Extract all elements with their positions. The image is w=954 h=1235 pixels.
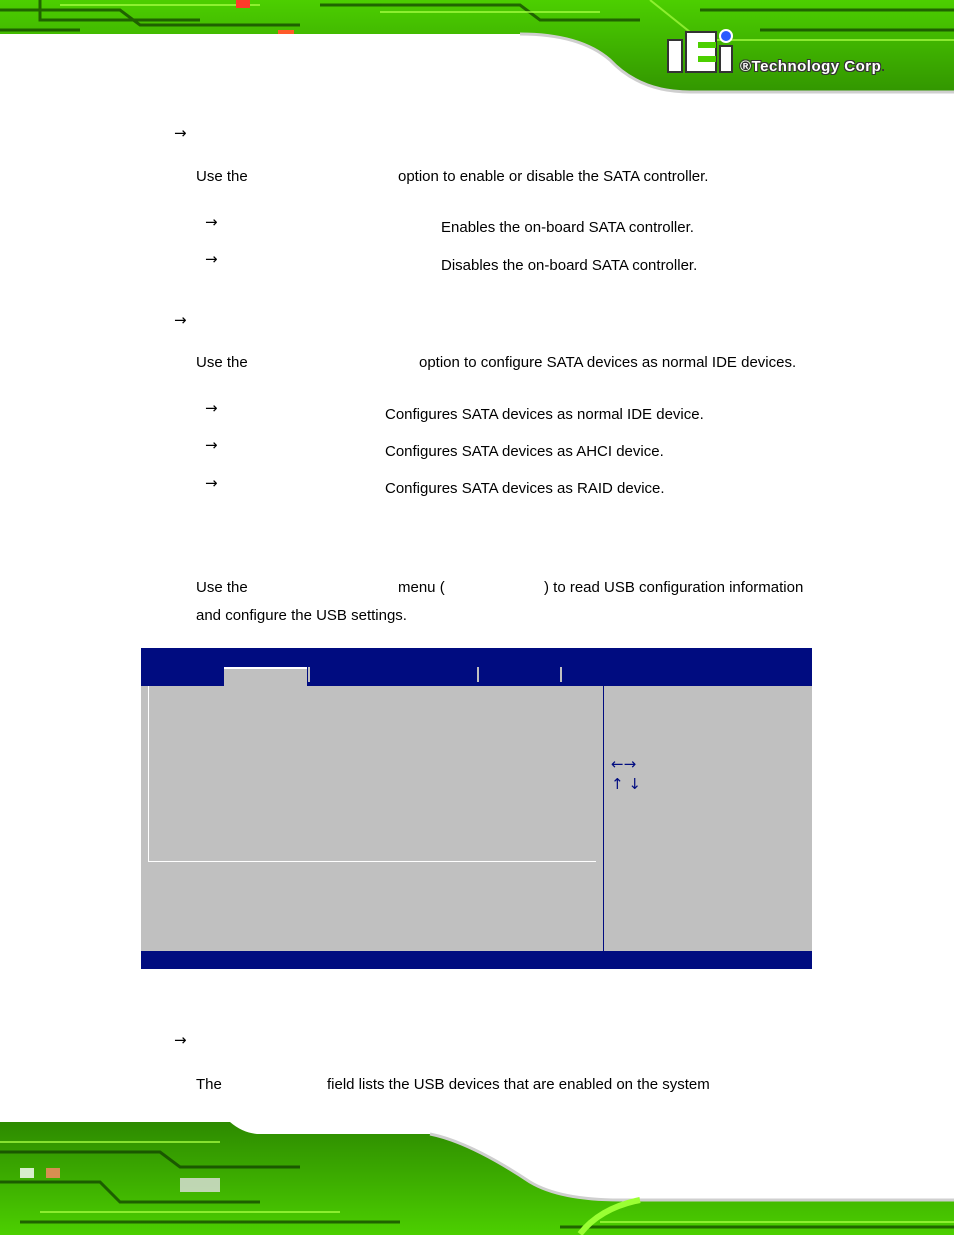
bios-tab-separator (308, 667, 310, 682)
usb-config-line1-b: menu ( (398, 579, 445, 596)
bios-settings-panel (148, 686, 596, 862)
usb-devices-desc-suffix: field lists the USB devices that are enabled on the system (327, 1076, 710, 1093)
company-logo-text: ®Technology Corp. (740, 58, 886, 75)
bios-tab-separator (477, 667, 479, 682)
page-footer-banner (0, 1122, 954, 1235)
usb-devices-desc-prefix: The (196, 1076, 222, 1093)
bios-tab-advanced[interactable] (224, 667, 307, 686)
option-bullet-arrow: → (205, 250, 218, 268)
sata-controller-desc-prefix: Use the (196, 168, 248, 185)
option-ide-desc: Configures SATA devices as normal IDE device. (385, 406, 704, 423)
section-bullet-arrow: → (174, 1031, 187, 1049)
circuit-board-footer-graphic (0, 1122, 954, 1235)
option-bullet-arrow: → (205, 436, 218, 454)
sata-mode-desc-suffix: option to configure SATA devices as normal IDE devices. (419, 354, 797, 371)
option-bullet-arrow: → (205, 474, 218, 492)
circuit-board-header-graphic (0, 0, 954, 112)
sata-mode-desc-prefix: Use the (196, 354, 248, 371)
section-bullet-arrow: → (174, 311, 187, 329)
bios-tab-separator (560, 667, 562, 682)
bios-help-divider (603, 686, 604, 951)
usb-config-line1-a: Use the (196, 579, 248, 596)
bios-footer-bar (141, 951, 812, 969)
up-down-arrow-icon: ↑ ↓ (611, 775, 641, 793)
page-header-banner (0, 0, 954, 112)
sata-controller-desc-suffix: option to enable or disable the SATA controller. (398, 168, 709, 185)
option-ahci-desc: Configures SATA devices as AHCI device. (385, 443, 664, 460)
bios-usb-configuration-screen (141, 648, 812, 969)
option-disabled-desc: Disables the on-board SATA controller. (441, 257, 698, 274)
usb-config-line2: and configure the USB settings. (196, 607, 407, 624)
section-bullet-arrow: → (174, 124, 187, 142)
option-bullet-arrow: → (205, 399, 218, 417)
usb-config-line1-c: ) to read USB configuration information (544, 579, 804, 596)
option-raid-desc: Configures SATA devices as RAID device. (385, 480, 665, 497)
option-bullet-arrow: → (205, 213, 218, 231)
left-right-arrow-icon: ←→ (611, 755, 637, 773)
option-enabled-desc: Enables the on-board SATA controller. (441, 219, 694, 236)
